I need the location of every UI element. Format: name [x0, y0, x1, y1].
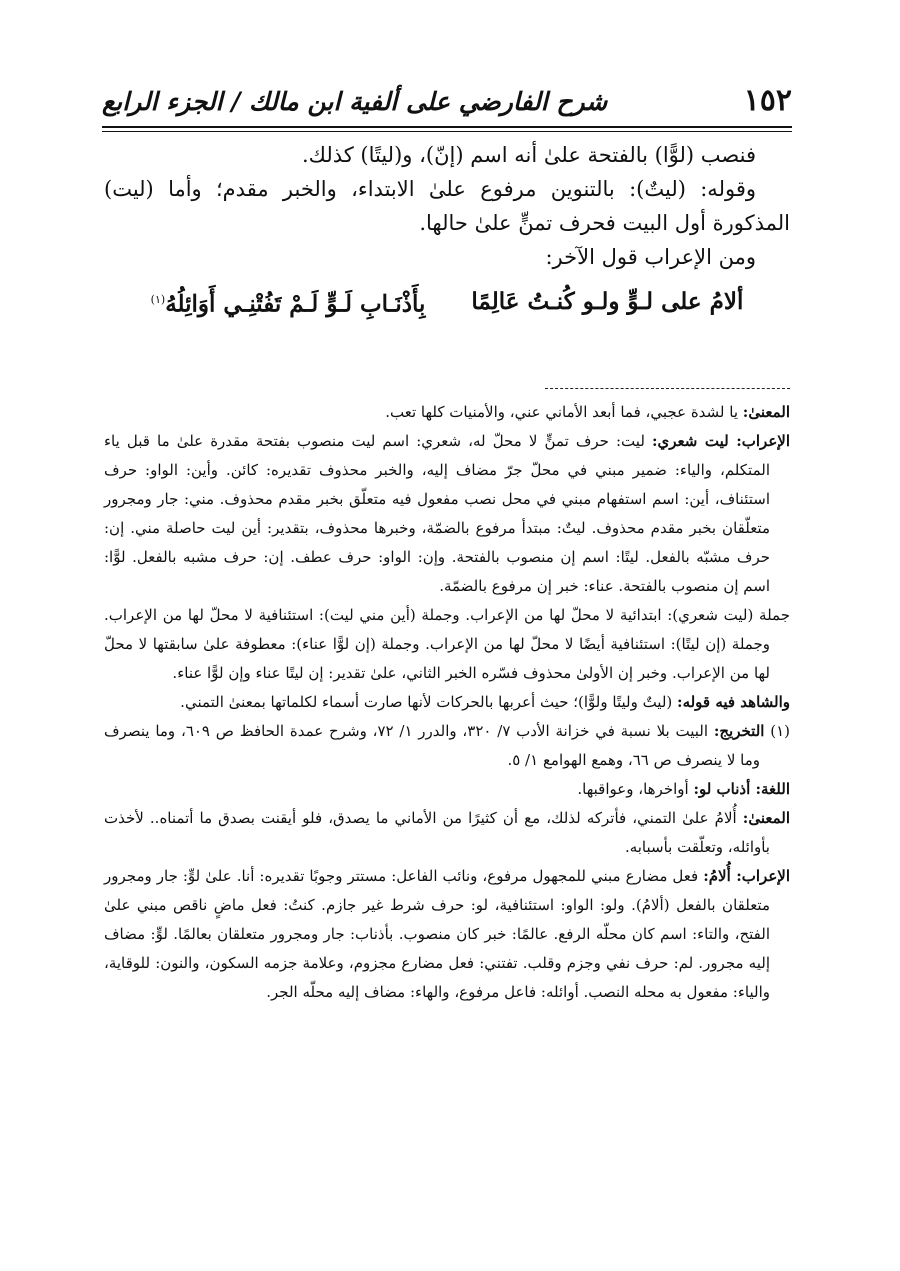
footnote-entry	[104, 688, 790, 717]
footnote-entry	[104, 775, 790, 804]
footnote-entry	[104, 862, 790, 1007]
main-text	[104, 138, 790, 322]
footnote-entry	[104, 717, 790, 775]
footnote-text: أواخرها، وعواقبها.	[577, 780, 694, 798]
footnote-entry	[104, 804, 790, 862]
footnote-label: التخريج:	[713, 722, 765, 740]
body-paragraph: وقوله: (ليتٌ): بالتنوين مرفوع علىٰ الابتداء، والخبر مقدم؛ وأما (ليت) المذكورة أول البيت فحرف تمنٍّ علىٰ حالها.	[104, 177, 790, 235]
footnote-entry	[104, 427, 790, 601]
body-paragraph: ومن الإعراب قول الآخر:	[545, 245, 756, 269]
verse-hemistich-first: ألامُ على لـوٍّ ولـو كُنـتُ عَالِمًا	[471, 288, 744, 315]
footnote-text: البيت بلا نسبة في خزانة الأدب ٧/ ٣٢٠، والدرر ١/ ٧٢، وشرح عمدة الحافظ ص ٦٠٩، وما ينصرف وما لا ينصرف ص ٦٦، وهمع الهوامع ١/ ٥.	[104, 722, 760, 769]
footnote-label: والشاهد فيه قوله:	[677, 693, 790, 711]
footnote-label: الإعراب: ليت شعري:	[651, 432, 790, 450]
footnote-text: جملة (ليت شعري): ابتدائية لا محلّ لها من الإعراب. وجملة (أين مني ليت): استئنافية لا محلّ لها من الإعراب. وجملة (إن ليتًا): استئنافية أيضًا لا محلّ لها من الإعراب. وجملة (إن لوًّا عناء): معطوفة علىٰ سابقتها لا محلّ لها من الإعراب. وخبر إن الأولىٰ محذوف فسّره الخبر الثاني، علىٰ تقدير: إن ليتًا عناء وإن لوًّا عناء.	[104, 606, 790, 682]
footnote-entry	[104, 601, 790, 688]
footnote-text: فعل مضارع مبني للمجهول مرفوع، ونائب الفاعل: مستتر وجوبًا تقديره: أنا. علىٰ لوٍّ: جار ومجرور متعلقان بالفعل (ألامُ). ولو: الواو: استئنافية، لو: حرف شرط غير جازم. كنتُ: فعل ماضٍ ناقص مبني علىٰ الفتح، والتاء: اسم كان محلّه الرفع. عالمًا: خبر كان منصوب. بأذناب: جار ومجرور متعلقان بعالمًا. لوٍّ: مضاف إليه مجرور. لم: حرف نفي وجزم وقلب. تفتني: فعل مضارع مجزوم، وعلامة جزمه السكون، والنون: للوقاية، والياء: مفعول به محله النصب. أوائله: فاعل مرفوع، والهاء: مضاف إليه محلّه الجر.	[104, 867, 770, 1001]
footnote-entry	[104, 398, 790, 427]
verse-hemistich-second: بِأَذْنَـابِ لَـوٍّ لَـمْ تَفُتْنِـي أَوَائِلُهُ	[165, 290, 426, 318]
header-rule	[102, 126, 792, 128]
footnote-reference: (١)	[150, 292, 166, 306]
verse-hemistich-second-wrap	[151, 283, 426, 322]
running-header	[102, 66, 792, 122]
poetry-verse	[104, 282, 790, 322]
body-paragraph: فنصب (لوًّا) بالفتحة علىٰ أنه اسم (إنّ)، و(ليتًا) كذلك.	[301, 143, 756, 167]
footnote-label: الإعراب: أُلامُ:	[703, 867, 790, 885]
page-number: ١٥٢	[743, 83, 792, 118]
footnote-label: اللغة: أذناب لو:	[693, 780, 790, 798]
footnote-text: أُلامُ علىٰ التمني، فأتركه لذلك، مع أن كثيرًا من الأماني ما يصدق، فلو أيقنت بصدق ما أتمناه.. لأخذت بأوائله، وتعلّقت بأسبابه.	[104, 809, 770, 856]
footnote-number: (١)	[770, 722, 791, 740]
footnote-label: المعنىٰ:	[742, 403, 790, 421]
footnote-separator	[545, 388, 790, 389]
footnote-text: (ليتٌ وليتًا ولوًّا)؛ حيث أعربها بالحركات لأنها صارت أسماء لكلماتها بمعنىٰ التمني.	[180, 693, 678, 711]
footnotes	[104, 398, 790, 1007]
footnote-text: يا لشدة عجبي، فما أبعد الأماني عني، والأمنيات كلها تعب.	[385, 403, 743, 421]
footnote-label: المعنىٰ:	[742, 809, 790, 827]
footnote-text: ليت: حرف تمنٍّ لا محلّ له، شعري: اسم ليت منصوب بفتحة مقدرة علىٰ ما قبل ياء المتكلم، والياء: ضمير مبني في محلّ جرّ مضاف إليه، والخبر محذوف تقديره: كائن. وأين: الواو: حرف استئناف، أين: اسم استفهام مبني في محل نصب مفعول فيه متعلّق بخبر مقدم محذوف. مني: جار ومجرور متعلّقان بخبر مقدم محذوف. ليتٌ: مبتدأ مرفوع بالضمّة، وخبرها محذوف، بتقدير: أين ليت حاصلة مني. إن: حرف مشبّه بالفعل. ليتًا: اسم إن منصوب بالفتحة. وإن: الواو: حرف عطف. إن: حرف مشبه بالفعل. لوًّا: اسم إن منصوب بالفتحة. عناء: خبر إن مرفوع بالضمّة.	[104, 432, 770, 595]
header-rule-thin	[102, 131, 792, 132]
running-title: شرح الفارضي على ألفية ابن مالك / الجزء الرابع	[102, 87, 608, 116]
